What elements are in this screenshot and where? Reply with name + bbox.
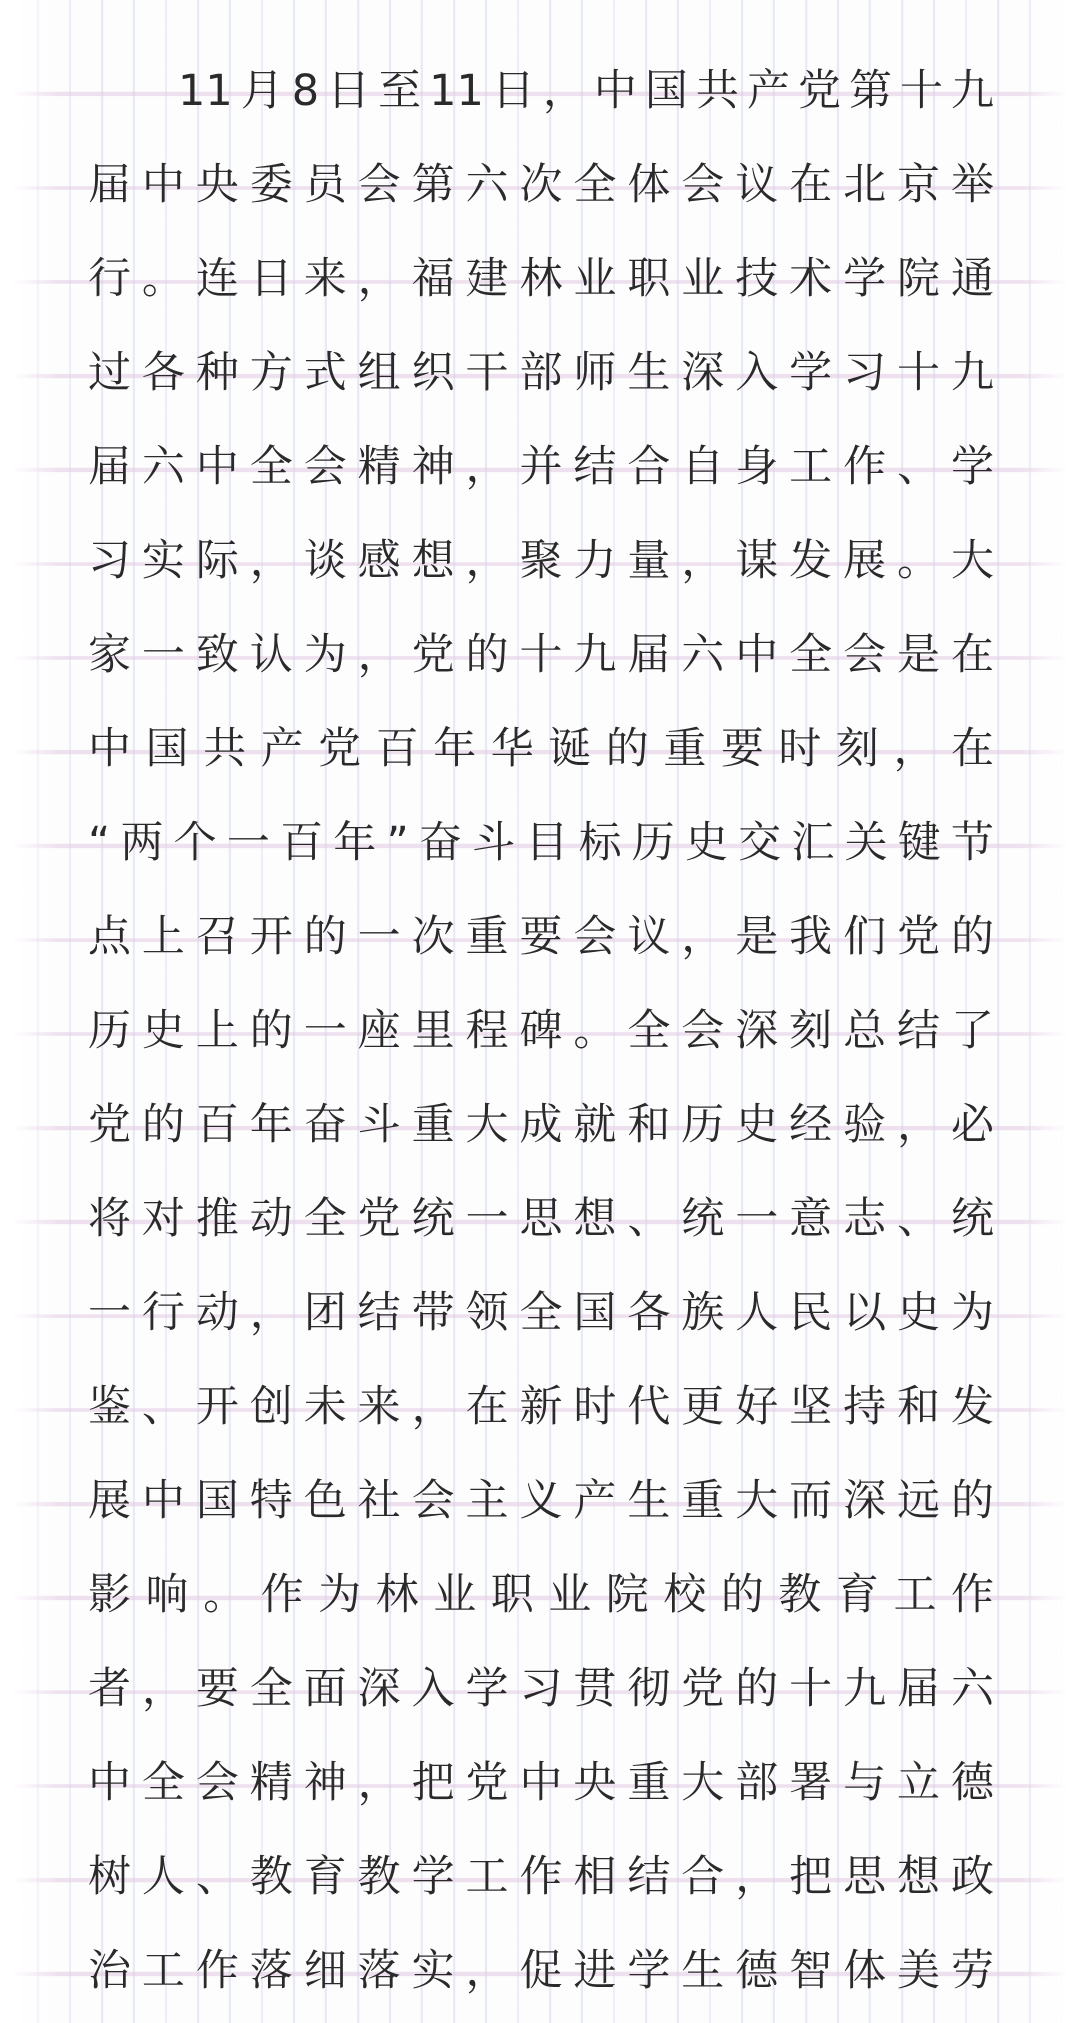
text-line-8: 中国共产党百年华诞的重要时刻，在	[88, 724, 994, 774]
text-line-19: 中全会精神，把党中央重大部署与立德	[88, 1758, 994, 1808]
text-line-7: 家一致认为，党的十九届六中全会是在	[88, 630, 994, 680]
text-line-9: “两个一百年”奋斗目标历史交汇关键节	[88, 818, 994, 868]
text-line-12: 党的百年奋斗重大成就和历史经验，必	[88, 1100, 994, 1150]
text-line-10: 点上召开的一次重要会议，是我们党的	[88, 912, 994, 962]
text-line-16: 展中国特色社会主义产生重大而深远的	[88, 1476, 994, 1526]
text-line-11: 历史上的一座里程碑。全会深刻总结了	[88, 1006, 994, 1056]
text-line-15: 鉴、开创未来，在新时代更好坚持和发	[88, 1382, 994, 1432]
right-edge-fade	[1020, 0, 1080, 2023]
text-line-5: 届六中全会精神，并结合自身工作、学	[88, 442, 994, 492]
text-line-20: 树人、教育教学工作相结合，把思想政	[88, 1852, 994, 1902]
article-body	[88, 44, 994, 2018]
text-line-4: 过各种方式组织干部师生深入学习十九	[88, 348, 994, 398]
text-line-13: 将对推动全党统一思想、统一意志、统	[88, 1194, 994, 1244]
text-line-3: 行。连日来，福建林业职业技术学院通	[88, 254, 994, 304]
text-line-17: 影响。作为林业职业院校的教育工作	[88, 1570, 994, 1620]
text-line-6: 习实际，谈感想，聚力量，谋发展。大	[88, 536, 994, 586]
text-line-21: 治工作落细落实，促进学生德智体美劳	[88, 1946, 994, 1996]
text-line-1: 11月8日至11日，中国共产党第十九	[178, 66, 994, 116]
text-line-18: 者，要全面深入学习贯彻党的十九届六	[88, 1664, 994, 1714]
text-line-2: 届中央委员会第六次全体会议在北京举	[88, 160, 994, 210]
left-edge-fade	[0, 0, 60, 2023]
text-line-14: 一行动，团结带领全国各族人民以史为	[88, 1288, 994, 1338]
